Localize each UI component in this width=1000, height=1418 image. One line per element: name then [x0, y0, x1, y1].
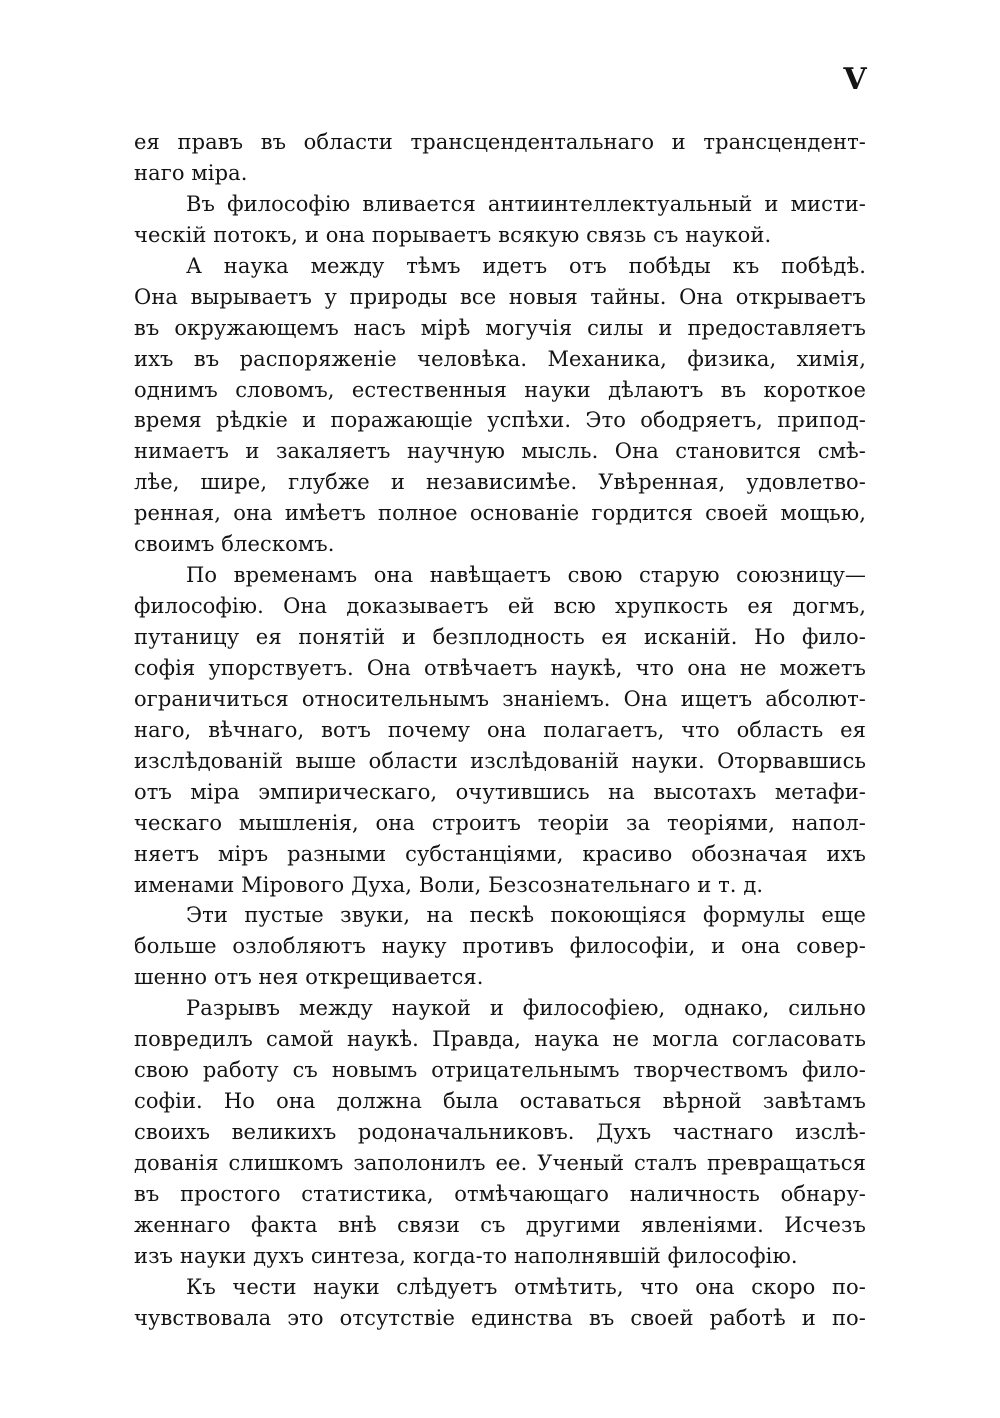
page-number: V [843, 62, 867, 97]
text-line: ограничиться относительнымъ знаніемъ. Она ищетъ абсолют- [134, 686, 866, 711]
text-line: Она вырываетъ у природы все новыя тайны. Она открываетъ [134, 284, 866, 309]
text-line: По временамъ она навѣщаетъ свою старую союзницу— [186, 563, 866, 588]
text-line: нимаетъ и закаляетъ научную мысль. Она становится смѣ- [134, 439, 866, 464]
text-line: время рѣдкіе и поражающіе успѣхи. Это ободряетъ, припод- [134, 408, 866, 433]
text-line: свою работу съ новымъ отрицательнымъ творчествомъ фило- [134, 1058, 866, 1083]
text-line: няетъ міръ разными субстанціями, красиво обозначая ихъ [134, 841, 866, 866]
text-line: именами Мірового Духа, Воли, Безсознательнаго и т. д. [134, 872, 764, 897]
text-line: женнаго факта внѣ связи съ другими явленіями. Исчезъ [134, 1212, 866, 1237]
text-line: ческій потокъ, и она порываетъ всякую связь съ наукой. [134, 222, 772, 247]
text-line: путаницу ея понятій и безплодность ея исканій. Но фило- [134, 625, 866, 649]
text-line: Эти пустые звуки, на пескѣ покоющіяся формулы еще [186, 903, 866, 928]
body-text [134, 127, 866, 1334]
text-line: повредилъ самой наукѣ. Правда, наука не могла согласовать [134, 1027, 866, 1052]
text-line: философію. Она доказываетъ ей всю хрупкость ея догмъ, [134, 594, 866, 619]
text-line: А наука между тѣмъ идетъ отъ побѣды къ побѣдѣ. [186, 253, 866, 278]
text-line: своимъ блескомъ. [134, 532, 335, 557]
text-line: чувствовала это отсутствіе единства въ своей работѣ и по- [134, 1305, 866, 1330]
text-line: дованія слишкомъ заполонилъ ее. Ученый сталъ превращаться [134, 1150, 866, 1175]
text-line: ческаго мышленія, она строитъ теоріи за теоріями, напол- [134, 810, 866, 835]
text-line: ея правъ въ области трансцендентальнаго и трансцендент- [134, 130, 866, 154]
text-line: наго міра. [134, 160, 248, 185]
text-line: софія упорствуетъ. Она отвѣчаетъ наукѣ, что она не можетъ [134, 655, 866, 680]
text-line: шенно отъ нея открещивается. [134, 965, 484, 990]
text-line: наго, вѣчнаго, вотъ почему она полагаетъ, что область ея [134, 717, 866, 742]
text-line: изслѣдованій выше области изслѣдованій науки. Оторвавшись [134, 748, 866, 773]
text-line: своихъ великихъ родоначальниковъ. Духъ частнаго изслѣ- [134, 1120, 866, 1144]
text-line: Разрывъ между наукой и философіею, однако, сильно [186, 996, 866, 1021]
text-line: лѣе, шире, глубже и независимѣе. Увѣренная, удовлетво- [134, 470, 866, 495]
text-line: ренная, она имѣетъ полное основаніе гордится своей мощью, [134, 501, 866, 526]
text-line: Въ философію вливается антиинтеллектуальный и мисти- [186, 191, 866, 216]
text-line: ихъ въ распоряженіе человѣка. Механика, физика, химія, [134, 346, 866, 371]
text-line: въ простого статистика, отмѣчающаго наличность обнару- [134, 1181, 866, 1206]
text-line: въ окружающемъ насъ мірѣ могучія силы и предоставляетъ [134, 315, 866, 340]
text-line: изъ науки духъ синтеза, когда-то наполнявшій философію. [134, 1243, 798, 1268]
text-line: Къ чести науки слѣдуетъ отмѣтить, что она скоро по- [186, 1274, 866, 1299]
text-line: больше озлобляютъ науку противъ философіи, и она совер- [134, 934, 866, 959]
text-line: однимъ словомъ, естественныя науки дѣлаютъ въ короткое [134, 377, 866, 402]
text-line: софіи. Но она должна была оставаться вѣрной завѣтамъ [134, 1089, 866, 1114]
text-line: отъ міра эмпирическаго, очутившись на высотахъ метафи- [134, 779, 866, 804]
